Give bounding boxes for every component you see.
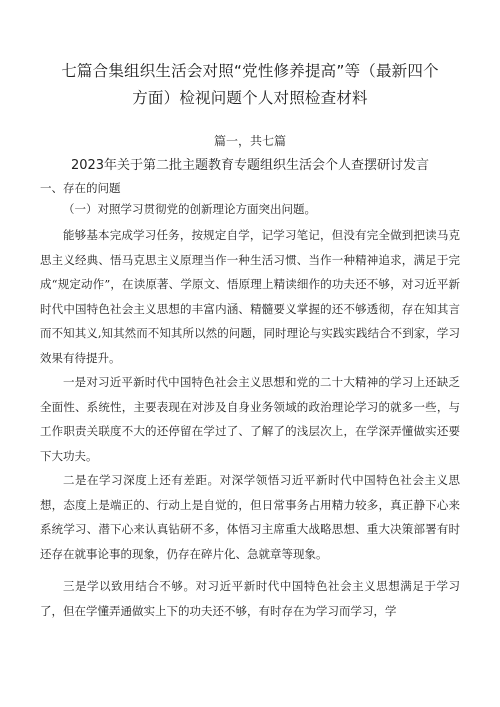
body-paragraph: 能够基本完成学习任务，按规定自学，记学习笔记，但没有完全做到把读马克思主义经典、悟马克思主义原理当作一种生活习惯、当作一种精神追求，满足于完成“规定动作”，在读原著、学原文、悟原理上精读细作的功夫还不够，对习近平新时代中国特色社会主义思想的丰富内涵、精髓要义掌握的还不够透彻，存在知其言而不知其义,知其然而不知其所以然的问题，同时理论与实践实践结合不到家，学习效果有待提升。 xyxy=(40,228,460,365)
body-paragraph: 三是学以致用结合不够。对习近平新时代中国特色社会主义思想满足于学习了，但在学懂弄通做实上下的功夫还不够，有时存在为学习而学习，学 xyxy=(40,579,460,618)
document-title-line-2: 方面）检视问题个人对照检查材料 xyxy=(132,89,368,107)
document-title xyxy=(40,58,460,112)
body-paragraph: 一是对习近平新时代中国特色社会主义思想和党的二十大精神的学习上还缺乏全面性、系统性，主要表现在对涉及自身业务领域的政治理论学习的就多一些，与工作职责关联度不大的还停留在学过了、了解了的浅层次上，在学深弄懂做实还要下大功夫。 xyxy=(40,375,460,463)
section-heading: 一、存在的问题 xyxy=(40,181,121,195)
subsection-heading: （一）对照学习贯彻党的创新理论方面突出问题。 xyxy=(63,202,316,216)
part-label: 篇一，共七篇 xyxy=(213,134,286,148)
document-title-line-1: 七篇合集组织生活会对照“党性修养提高”等（最新四个 xyxy=(61,62,439,80)
body-paragraph: 二是在学习深度上还有差距。对深学领悟习近平新时代中国特色社会主义思想，态度上是端正的、行动上是自觉的，但日常事务占用精力较多，真正静下心来系统学习、潜下心来认真钻研不多，体悟习主席重大战略思想、重大决策部署有时还存在就事论事的现象，仍存在碎片化、急就章等现象。 xyxy=(40,473,460,561)
document-subtitle: 2023年关于第二批主题教育专题组织生活会个人查摆研讨发言 xyxy=(70,158,430,173)
